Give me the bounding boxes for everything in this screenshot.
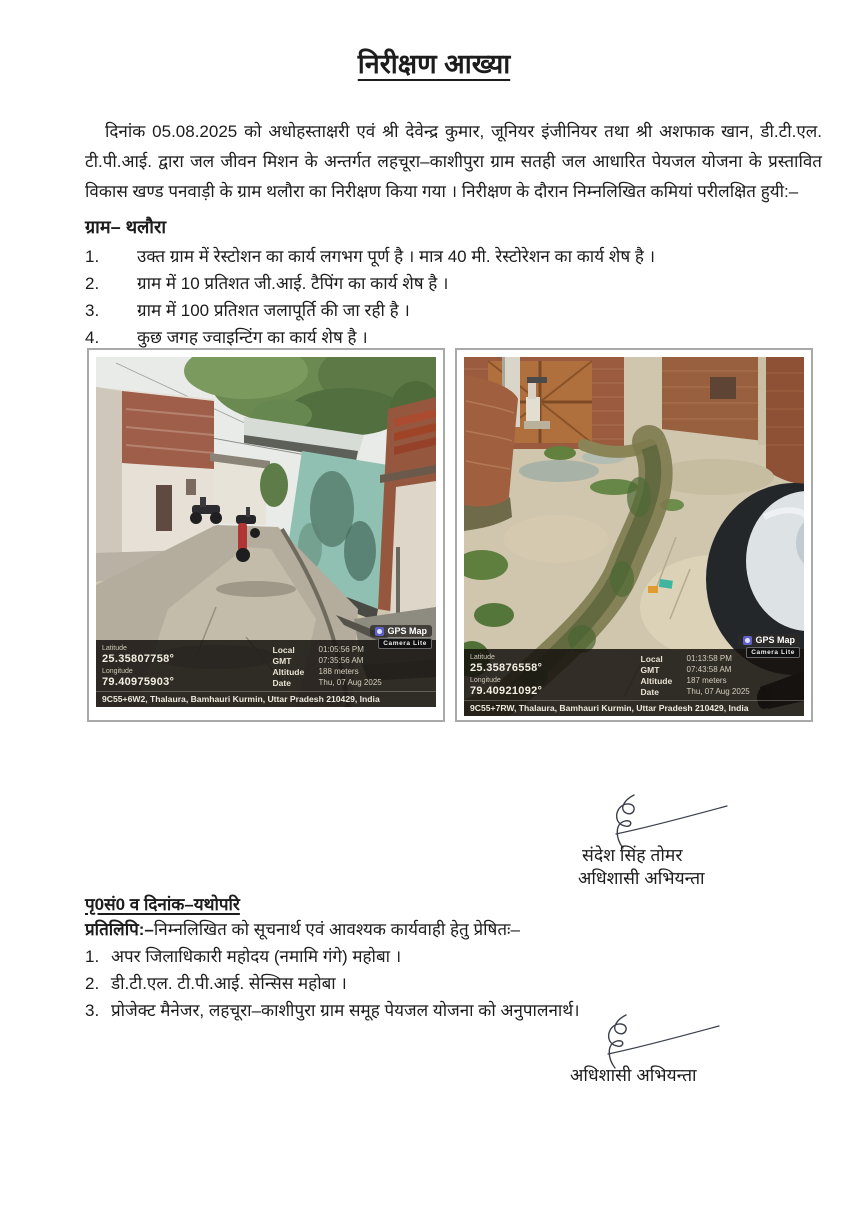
altitude-label: Altitude bbox=[272, 667, 305, 677]
gmt-value: 07:43:58 AM bbox=[686, 665, 732, 674]
longitude-value: 79.40975903° bbox=[102, 676, 175, 688]
gps-app-name: GPS Map bbox=[755, 635, 795, 645]
list-item-number: 1. bbox=[85, 247, 100, 266]
list-item bbox=[85, 243, 822, 270]
gps-time-info bbox=[273, 643, 430, 689]
list-item bbox=[85, 270, 822, 297]
intro-paragraph: दिनांक 05.08.2025 को अधोहस्ताक्षरी एवं श्री देवेन्द्र कुमार, जूनियर इंजीनियर तथा श्री अशफाक खान, डी.टी.एल. टी.पी.आई. द्वारा जल जीवन मिशन के अन्तर्गत लहचूरा–काशीपुरा ग्राम सतही जल आधारित पेयजल योजना के प्रस्तावित विकास खण्ड पनवाड़ी के ग्राम थलौरा का निरीक्षण किया गया । निरीक्षण के दौरान निम्नलिखित कमियां परीलक्षित हुयी:– bbox=[85, 122, 822, 201]
signature-block-engineer bbox=[520, 792, 770, 890]
brick-tower bbox=[766, 357, 804, 485]
local-time-value: 01:05:56 PM bbox=[318, 645, 364, 654]
altitude-label: Altitude bbox=[640, 676, 673, 686]
list-item-text: प्रोजेक्ट मैनेजर, लहचूरा–काशीपुरा ग्राम समूह पेयजल योजना को अनुपालनार्थ। bbox=[111, 1001, 580, 1020]
altitude-value: 187 meters bbox=[686, 676, 727, 685]
altitude-value: 188 meters bbox=[318, 667, 359, 676]
local-time-value: 01:13:58 PM bbox=[686, 654, 732, 663]
list-item-text: डी.टी.एल. टी.पी.आई. सेन्सिस महोबा । bbox=[111, 974, 347, 993]
list-item-text: ग्राम में 10 प्रतिशत जी.आई. टैपिंग का कार्य शेष है । bbox=[137, 274, 449, 293]
list-item-number: 3. bbox=[85, 301, 100, 320]
reference-line: पृ0सं0 व दिनांक–यथोपरि bbox=[85, 895, 240, 914]
local-time-label: Local bbox=[640, 654, 663, 664]
gmt-label: GMT bbox=[640, 665, 660, 675]
inspection-photo-frame-2 bbox=[455, 348, 813, 722]
page-title bbox=[0, 44, 868, 81]
list-item-number: 2. bbox=[85, 974, 100, 993]
signature-block-endorsement bbox=[512, 1012, 762, 1087]
latitude-label: Latitude bbox=[470, 654, 495, 661]
latitude-value: 25.35876558° bbox=[470, 662, 543, 674]
gps-address: 9C55+6W2, Thalaura, Bamhauri Kurmin, Uttar Pradesh 210429, India bbox=[96, 691, 436, 707]
list-item-number: 1. bbox=[85, 947, 100, 966]
list-item-text: ग्राम में 100 प्रतिशत जलापूर्ति की जा रही है । bbox=[137, 301, 410, 320]
copy-label: प्रतिलिपि:– bbox=[85, 920, 154, 939]
photos-row bbox=[87, 348, 813, 722]
gps-app-name: GPS Map bbox=[387, 626, 427, 636]
gps-time-info bbox=[641, 652, 798, 698]
date-value: Thu, 07 Aug 2025 bbox=[318, 678, 382, 687]
inspection-photo-frame-1 bbox=[87, 348, 445, 722]
list-item bbox=[85, 970, 822, 997]
date-label: Date bbox=[272, 678, 291, 688]
longitude-value: 79.40921092° bbox=[470, 685, 543, 697]
gps-app-name-row bbox=[370, 625, 432, 637]
longitude-label: Longitude bbox=[470, 677, 501, 684]
endorsement-section bbox=[85, 892, 822, 1024]
signature-mark bbox=[572, 792, 732, 852]
list-item bbox=[85, 943, 822, 970]
latitude-value: 25.35807758° bbox=[102, 653, 175, 665]
list-item bbox=[85, 297, 822, 324]
inspection-photo-2 bbox=[464, 357, 804, 716]
date-value: Thu, 07 Aug 2025 bbox=[686, 687, 750, 696]
page-title-text: निरीक्षण आख्या bbox=[357, 49, 511, 79]
signatory-designation: अधिशासी अभियन्ता bbox=[578, 868, 705, 888]
signatory-designation: अधिशासी अभियन्ता bbox=[570, 1065, 697, 1085]
gmt-value: 07:35:56 AM bbox=[318, 656, 364, 665]
signature-mark bbox=[564, 1012, 724, 1072]
gps-map-camera-badge bbox=[370, 625, 432, 649]
inspection-photo-1 bbox=[96, 357, 436, 707]
gps-coordinates bbox=[102, 643, 273, 689]
list-item-number: 2. bbox=[85, 274, 100, 293]
gps-overlay bbox=[96, 640, 436, 707]
gps-address: 9C55+7RW, Thalaura, Bamhauri Kurmin, Uttar Pradesh 210429, India bbox=[464, 700, 804, 716]
gps-app-name-row bbox=[738, 634, 800, 646]
list-item-number: 4. bbox=[85, 328, 100, 347]
list-item bbox=[85, 324, 822, 351]
gps-app-subtitle: Camera Lite bbox=[746, 647, 800, 658]
local-time-label: Local bbox=[272, 645, 295, 655]
list-item-text: उक्त ग्राम में रेस्टोशन का कार्य लगभग पूर्ण है । मात्र 40 मी. रेस्टोरेशन का कार्य शेष है । bbox=[137, 247, 656, 266]
longitude-label: Longitude bbox=[102, 668, 133, 675]
list-item-number: 3. bbox=[85, 1001, 100, 1020]
camera-icon bbox=[375, 627, 384, 636]
signatory-name: संदेश सिंह तोमर bbox=[582, 845, 683, 865]
camera-icon bbox=[743, 636, 752, 645]
gps-app-subtitle: Camera Lite bbox=[378, 638, 432, 649]
date-label: Date bbox=[640, 687, 659, 697]
latitude-label: Latitude bbox=[102, 645, 127, 652]
findings-list bbox=[85, 243, 822, 351]
list-item-text: कुछ जगह ज्वाइन्टिंग का कार्य शेष है । bbox=[137, 328, 368, 347]
gps-coordinates bbox=[470, 652, 641, 698]
gmt-label: GMT bbox=[272, 656, 292, 666]
village-heading: ग्राम– थलौरा bbox=[85, 217, 166, 237]
copy-to-line bbox=[85, 917, 822, 943]
copy-text: निम्नलिखित को सूचनार्थ एवं आवश्यक कार्यवाही हेतु प्रेषितः– bbox=[153, 920, 520, 939]
gps-overlay bbox=[464, 649, 804, 716]
round-brick-column bbox=[464, 375, 518, 531]
gps-map-camera-badge bbox=[738, 634, 800, 658]
list-item-text: अपर जिलाधिकारी महोदय (नमामि गंगे) महोबा । bbox=[111, 947, 402, 966]
